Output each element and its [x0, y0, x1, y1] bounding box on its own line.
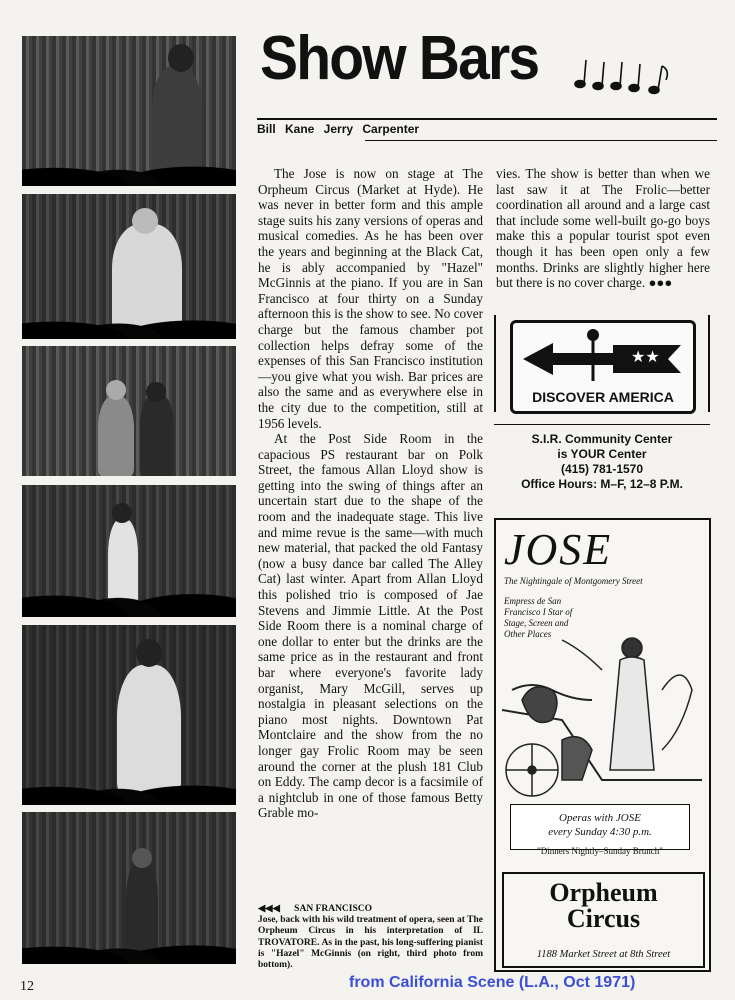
photo-performer-6 — [22, 812, 236, 964]
article-paragraph: At the Post Side Room in the capacious PS restaurant bar on Polk Street, the famous Allan Lloyd show is getting into the swing of things after an uncertain start due to the shape of the room and the inadequate stage. This live and mime revue is the same—with much new material, that packed the old Fantasy (now a busy dance bar called The Alley Cat) last winter. Apart from Allan Lloyd this polished trio is composed of Jae Stevens and Jimmie Little. At the Post Side Room there is a nominal charge of one dollar to enter but the drinks are the same price as in the restaurant and front bar where everyone's favorite lady organist, Mary McGill, serves up nostalgia in pleasant selections on the piano most nights. Downtown Pat Montclaire and the show from the no longer gay Frolic Room may be seen around the corner at the plush 181 Club on Eddy. The camp decor is a facsimile of a nightclub in one of those famous Betty Grable mo- — [258, 431, 483, 821]
photo-performer-2 — [22, 194, 236, 339]
discover-america-label: DISCOVER AMERICA — [532, 389, 674, 405]
photo-performer-5 — [22, 625, 236, 805]
carriage-illustration-icon — [502, 630, 702, 800]
arrow-sign-icon — [513, 325, 693, 385]
page-title: Show Bars — [260, 24, 539, 93]
photo-caption — [258, 904, 483, 971]
article-column-2 — [496, 166, 710, 291]
photo-performer-1 — [22, 36, 236, 186]
stars-icon: ★★ — [631, 349, 660, 366]
discover-america-ad — [510, 320, 696, 414]
article-column-1 — [258, 166, 483, 821]
jose-ad-subtitle: The Nightingale of Montgomery Street — [504, 576, 643, 586]
sir-community-center: S.I.R. Community Center is YOUR Center (415) 781-1570 Office Hours: M–F, 12–8 P.M. — [521, 432, 683, 491]
jose-ad-dinners: "Dinners Nightly–Sunday Brunch" — [537, 846, 663, 856]
page-number: 12 — [20, 979, 34, 994]
caption-heading: ◀◀◀ SAN FRANCISCO — [258, 904, 373, 914]
music-notes-icon — [572, 50, 682, 100]
orpheum-circus-logo: Orpheum Circus — [549, 878, 658, 933]
arrow-left-icon: ◀◀◀ — [258, 904, 280, 914]
photo-performer-3 — [22, 346, 236, 476]
article-paragraph: The Jose is now on stage at The Orpheum Circus (Market at Hyde). He was never in better form and this ample stage suits his zany versions of operas and musical comedies. As he has been over the years and beginning at the Black Cat, he is ably accompanied by "Hazel" McGinnis at the piano. If you are in San Francisco at four thirty on a Sunday afternoon this is the show to see. No cover charge but the famous chamber pot collection helps defray some of the expenses of this San Francisco institution—you give what you wish. Bar prices are also the same and as everywhere else in the city due to the competition, still at 1956 levels. — [258, 166, 483, 431]
caption-text: Jose, back with his wild treatment of opera, seen at The Orpheum Circus in his interpretation of IL TROVATORE. As in the past, his long-suffering pianist is "Hazel" McGinnis (on right, third photo from bottom). — [258, 915, 483, 971]
jose-ad-operas-box: Operas with JOSE every Sunday 4:30 p.m. — [510, 804, 690, 850]
jose-ad-empress: Empress de San Francisco I Star of Stage, Screen and Other Places — [504, 596, 573, 639]
orpheum-address: 1188 Market Street at 8th Street — [536, 949, 671, 960]
orpheum-circus-box — [502, 872, 705, 968]
authors-byline: Bill Kane Jerry Carpenter — [257, 122, 420, 136]
header-rule — [257, 118, 717, 120]
jose-ad-title: JOSE — [504, 525, 613, 574]
byline-rule — [365, 140, 717, 141]
source-credit: from California Scene (L.A., Oct 1971) — [349, 974, 636, 991]
jose-ad — [494, 518, 711, 972]
photo-performer-4 — [22, 485, 236, 617]
article-paragraph: vies. The show is better than when we last saw it at The Frolic—better coordination all around and a large cast that include some well-built go-go boys make this a popular tourist spot even though it has been open only a few months. Drinks are slightly higher here but there is no cover charge. ●●● — [496, 166, 710, 291]
